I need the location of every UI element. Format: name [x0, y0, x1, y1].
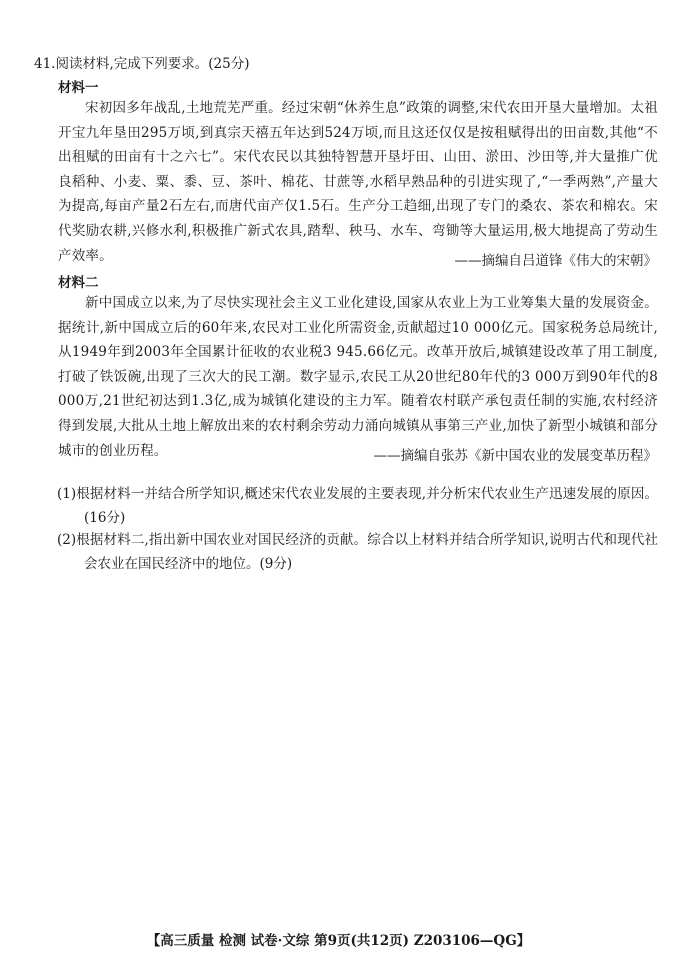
material-one-source: ——摘编自吕道锋《伟大的宋朝》	[454, 253, 657, 269]
material-two-source: ——摘编自张苏《新中国农业的发展变革历程》	[373, 448, 657, 464]
material-one-heading: 材料一	[58, 80, 99, 96]
material-two-heading: 材料二	[58, 275, 99, 291]
sub-question-1: (1)根据材料一并结合所学知识,概述宋代农业发展的主要表现,并分析宋代农业生产迅速发展的原因。(16分)	[57, 486, 658, 526]
material-one-text: 宋初因多年战乱,土地荒芜严重。经过宋朝“休养生息”政策的调整,宋代农田开垦大量增加。太祖开宝九年垦田295万顷,到真宗天禧五年达到524万顷,而且这还仅仅是按租赋得出的田亩数,其他“不出租赋的田亩有十之六七”。宋代农民以其独特智慧开垦圩田、山田、淤田、沙田等,并大量推广优良稻种、小麦、粟、黍、豆、茶叶、棉花、甘蔗等,水稻早熟品种的引进实现了,“一季两熟”,产量大为提高,每亩产量2石左右,而唐代亩产仅1.5石。生产分工趋细,出现了专门的桑农、茶农和棉农。宋代奖励农耕,兴修水利,积极推广新式农具,踏犁、秧马、水车、弯锄等大量运用,极大地提高了劳动生产效率。	[58, 100, 658, 264]
material-two-text: 新中国成立以来,为了尽快实现社会主义工业化建设,国家从农业上为工业筹集大量的发展资金。据统计,新中国成立后的60年来,农民对工业化所需资金,贡献超过10 000亿元。国家税务总局统计,从1949年到2003年全国累计征收的农业税3 945.66亿元。改革开放后,城镇建设改革了用工制度,打破了铁饭碗,出现了三次大的民工潮。数字显示,农民工从20世纪80年代的3 000万到90年代的8 000万,21世纪初达到1.3亿,成为城镇化建设的主力军。随着农村联产承包责任制的实施,农村经济得到发展,大批从土地上解放出来的农村剩余劳动力涌向城镇从事第三产业,加快了新型小城镇和部分城市的创业历程。	[58, 295, 658, 459]
question-header: 41.阅读材料,完成下列要求。(25分)	[34, 56, 250, 72]
page-footer: 【高三质量 检测 试卷·文综 第9页(共12页) Z203106—QG】	[146, 933, 531, 949]
sub-question-2: (2)根据材料二,指出新中国农业对国民经济的贡献。综合以上材料并结合所学知识,说明古代和现代社会农业在国民经济中的地位。(9分)	[57, 532, 658, 572]
